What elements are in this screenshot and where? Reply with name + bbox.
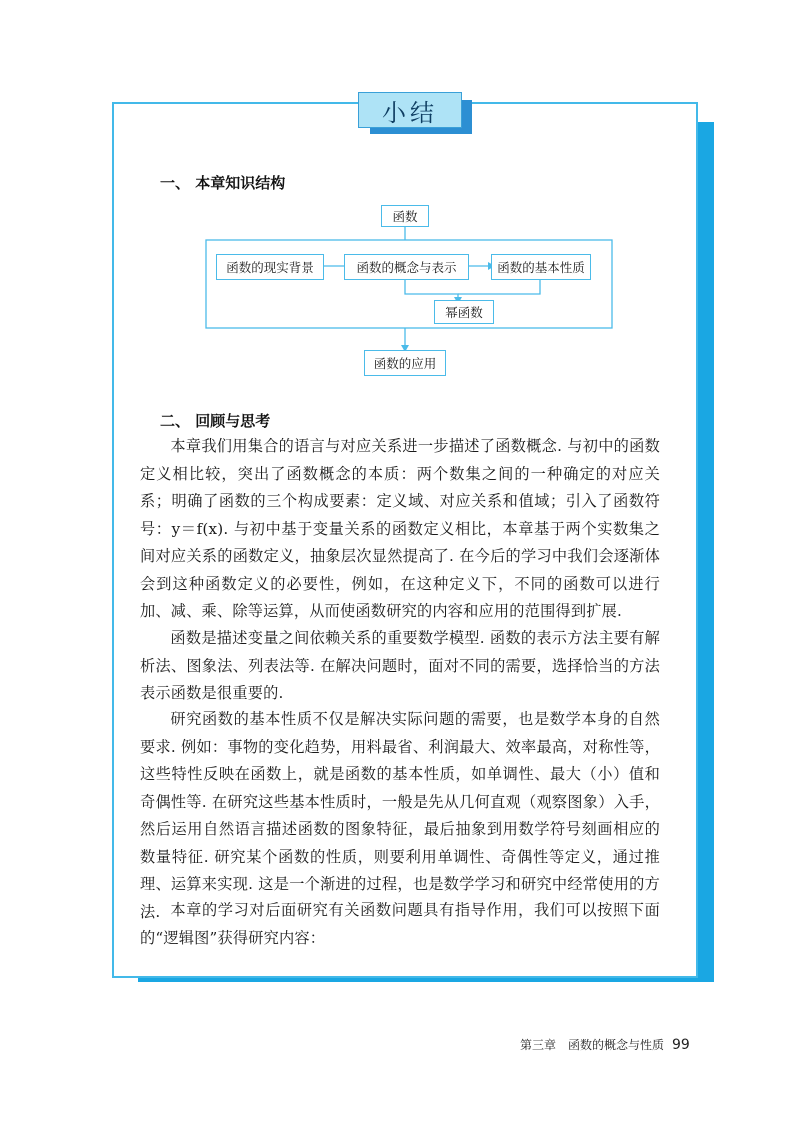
- node-function-application: 函数的应用: [364, 350, 446, 376]
- page-footer: [520, 1036, 720, 1053]
- node-basic-properties: 函数的基本性质: [491, 254, 591, 280]
- section-heading-structure: 一、 本章知识结构: [160, 174, 286, 192]
- paragraph-4: 本章的学习对后面研究有关函数问题具有指导作用，我们可以按照下面的“逻辑图”获得研究内容：: [140, 901, 660, 947]
- node-concept-representation: 函数的概念与表示: [344, 254, 469, 280]
- node-real-background: 函数的现实背景: [216, 254, 324, 280]
- node-power-function: 幂函数: [434, 300, 494, 324]
- paragraph-3: 研究函数的基本性质不仅是解决实际问题的需要，也是数学本身的自然要求. 例如：事物的变化趋势，用料最省、利润最大、效率最高，对称性等，这些特性反映在函数上，就是函数的基本性质，如单调性、最大（小）值和奇偶性等. 在研究这些基本性质时，一般是先从几何直观（观察图象）入手，然后运用自然语言描述函数的图象特征，最后抽象到用数学符号刻画相应的数量特征. 研究某个函数的性质，则要利用单调性、奇偶性等定义，通过推理、运算来实现. 这是一个渐进的过程，也是数学学习和研究中经常使用的方法.: [140, 710, 660, 921]
- paragraph-2: 函数是描述变量之间依赖关系的重要数学模型. 函数的表示方法主要有解析法、图象法、列表法等. 在解决问题时，面对不同的需要，选择恰当的方法表示函数是很重要的.: [140, 629, 660, 702]
- page-number: 99: [672, 1037, 690, 1053]
- paragraph-1: 本章我们用集合的语言与对应关系进一步描述了函数概念. 与初中的函数定义相比较，突出了函数概念的本质：两个数集之间的一种确定的对应关系；明确了函数的三个构成要素：定义域、对应关系和值域；引入了函数符号：y＝f(x). 与初中基于变量关系的函数定义相比，本章基于两个实数集之间对应关系的函数定义，抽象层次显然提高了. 在今后的学习中我们会逐渐体会到这种函数定义的必要性，例如，在这种定义下，不同的函数可以进行加、减、乘、除等运算，从而使函数研究的内容和应用的范围得到扩展.: [140, 437, 660, 620]
- node-function: 函数: [381, 205, 429, 227]
- footer-chapter: 第三章 函数的概念与性质: [520, 1038, 665, 1052]
- page-title: 小结: [358, 92, 462, 128]
- section-heading-review: 二、 回顾与思考: [160, 412, 271, 430]
